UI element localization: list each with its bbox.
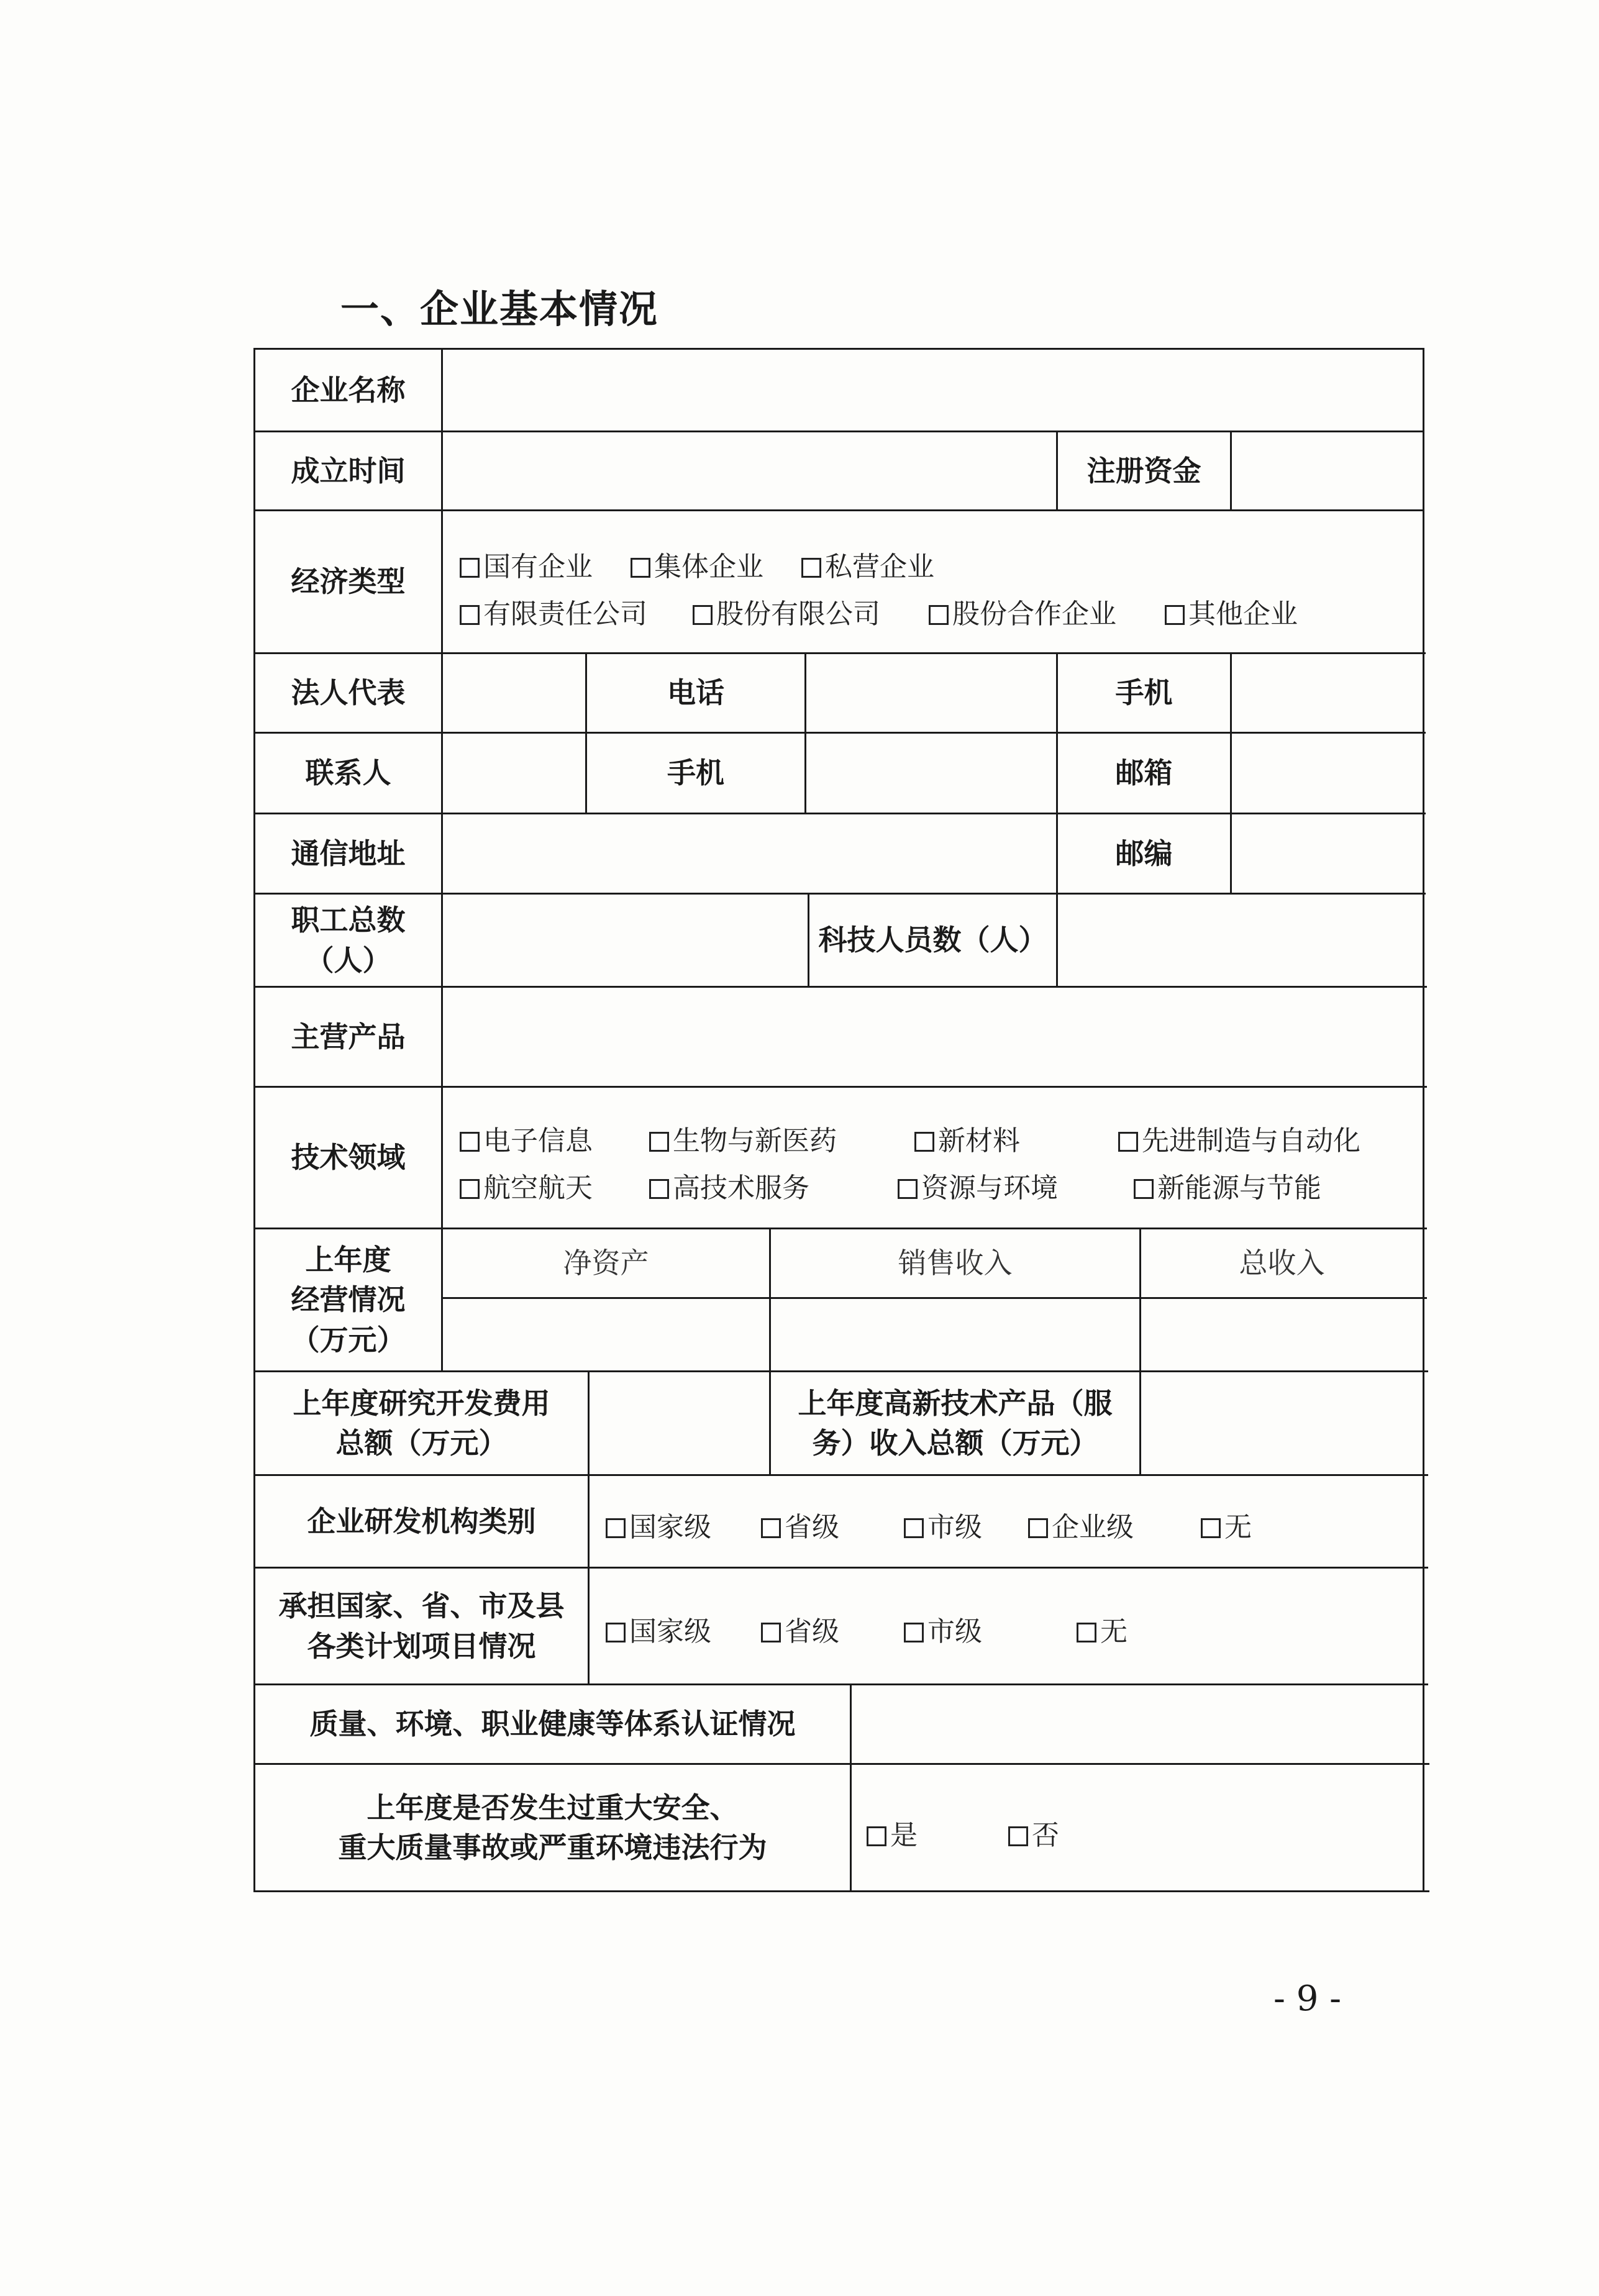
rd-org-option[interactable]: 国家级	[606, 1505, 711, 1544]
label-line: 上年度	[305, 1242, 391, 1277]
label-email: 邮箱	[1115, 756, 1173, 790]
net-assets-field[interactable]	[443, 1299, 769, 1370]
label-sales-income: 销售收入	[898, 1246, 1013, 1280]
tech-staff-field[interactable]	[1058, 895, 1423, 986]
tech-field-option[interactable]: 新材料	[914, 1118, 1020, 1158]
checkbox-icon	[914, 1132, 934, 1152]
postcode-field[interactable]	[1232, 814, 1423, 893]
checkbox-icon	[1008, 1826, 1028, 1846]
checkbox-icon	[460, 558, 480, 578]
rd-org-option[interactable]: 无	[1201, 1505, 1252, 1544]
checkbox-icon	[867, 1826, 886, 1846]
label-phone: 电话	[667, 676, 724, 710]
company-name-field[interactable]	[443, 350, 1423, 430]
checkbox-icon	[761, 1518, 781, 1538]
econ-type-option[interactable]: 股份合作企业	[929, 591, 1116, 631]
table-border-right	[1423, 348, 1424, 1892]
projects-option[interactable]: 无	[1077, 1609, 1128, 1649]
column-divider	[588, 1474, 590, 1683]
checkbox-icon	[649, 1132, 669, 1152]
tech-field-option[interactable]: 新能源与节能	[1134, 1165, 1321, 1205]
label-total-income: 总收入	[1239, 1246, 1325, 1280]
checkbox-icon	[1165, 605, 1185, 625]
checkbox-icon	[904, 1518, 924, 1538]
label-registered-capital: 注册资金	[1086, 453, 1201, 488]
label-line: （人）	[305, 943, 391, 977]
label-line: （万元）	[291, 1323, 406, 1357]
label-postcode: 邮编	[1115, 836, 1173, 870]
checkbox-icon	[460, 1132, 480, 1152]
total-income-field[interactable]	[1141, 1299, 1423, 1370]
checkbox-icon	[631, 558, 650, 578]
label-mobile: 手机	[1115, 676, 1173, 710]
label-accident	[255, 1765, 850, 1890]
checkbox-icon	[649, 1179, 669, 1199]
accident-option-no[interactable]: 否	[1008, 1813, 1059, 1852]
label-rd-org: 企业研发机构类别	[307, 1504, 536, 1538]
label-last-year-ops	[255, 1229, 441, 1370]
address-field[interactable]	[443, 814, 1056, 893]
tech-field-option[interactable]: 生物与新医药	[649, 1118, 837, 1158]
label-tech-staff: 科技人员数（人）	[818, 923, 1047, 957]
checkbox-icon	[460, 1179, 480, 1199]
label-legal-rep: 法人代表	[291, 676, 406, 710]
phone-field[interactable]	[806, 654, 1056, 732]
label-contact-mobile: 手机	[667, 756, 724, 790]
label-address: 通信地址	[291, 836, 406, 870]
email-field[interactable]	[1232, 734, 1423, 813]
sales-income-field[interactable]	[771, 1299, 1139, 1370]
econ-type-option[interactable]: 股份有限公司	[693, 591, 880, 631]
label-line: 承担国家、省、市及县	[278, 1589, 565, 1623]
checkbox-icon	[1134, 1179, 1154, 1199]
projects-option[interactable]: 国家级	[606, 1609, 711, 1649]
label-econ-type: 经济类型	[291, 565, 406, 599]
checkbox-icon	[904, 1623, 924, 1642]
contact-field[interactable]	[443, 734, 585, 813]
label-staff-total	[255, 895, 441, 986]
label-certification: 质量、环境、职业健康等体系认证情况	[309, 1707, 796, 1741]
checkbox-icon	[761, 1623, 781, 1642]
page-number: - 9 -	[1273, 1979, 1342, 2019]
rd-org-option[interactable]: 市级	[904, 1505, 982, 1544]
contact-mobile-field[interactable]	[806, 734, 1056, 813]
label-tech-field: 技术领域	[291, 1141, 406, 1175]
label-company-name: 企业名称	[291, 373, 406, 407]
page-title: 一、企业基本情况	[340, 286, 659, 332]
certification-field[interactable]	[852, 1685, 1423, 1763]
label-projects	[255, 1569, 588, 1683]
rd-org-option[interactable]: 省级	[761, 1505, 839, 1544]
checkbox-icon	[1201, 1518, 1221, 1538]
checkbox-icon	[606, 1518, 626, 1538]
label-line: 职工总数	[291, 903, 406, 937]
main-products-field[interactable]	[443, 988, 1423, 1086]
checkbox-icon	[929, 605, 949, 625]
label-line: 各类计划项目情况	[307, 1629, 536, 1663]
checkbox-icon	[898, 1179, 918, 1199]
label-line: 上年度研究开发费用	[293, 1386, 550, 1420]
tech-field-option[interactable]: 资源与环境	[898, 1165, 1058, 1205]
checkbox-icon	[1028, 1518, 1048, 1538]
rd-org-option[interactable]: 企业级	[1028, 1505, 1134, 1544]
accident-option-yes[interactable]: 是	[867, 1813, 918, 1852]
checkbox-icon	[606, 1623, 626, 1642]
checkbox-icon	[1077, 1623, 1096, 1642]
checkbox-icon	[693, 605, 713, 625]
econ-type-option[interactable]: 其他企业	[1165, 591, 1298, 631]
label-founded: 成立时间	[291, 453, 406, 488]
hitech-income-field[interactable]	[1141, 1372, 1423, 1474]
label-contact: 联系人	[305, 756, 391, 790]
rd-cost-field[interactable]	[590, 1372, 769, 1474]
econ-type-option[interactable]: 集体企业	[631, 544, 763, 584]
econ-type-option[interactable]: 私营企业	[801, 544, 934, 584]
projects-option[interactable]: 省级	[761, 1609, 839, 1649]
tech-field-option[interactable]: 先进制造与自动化	[1118, 1118, 1360, 1158]
label-hitech-income	[771, 1372, 1139, 1474]
checkbox-icon	[801, 558, 821, 578]
mobile-field[interactable]	[1232, 654, 1423, 732]
founded-field[interactable]	[443, 432, 1056, 509]
label-line: 上年度高新技术产品（服	[798, 1386, 1113, 1420]
tech-field-option[interactable]: 电子信息	[460, 1118, 593, 1158]
label-line: 总额（万元）	[335, 1426, 508, 1460]
econ-type-option[interactable]: 有限责任公司	[460, 591, 647, 631]
tech-field-option[interactable]: 航空航天	[460, 1165, 593, 1205]
staff-total-field[interactable]	[443, 895, 808, 986]
legal-rep-field[interactable]	[443, 654, 585, 732]
label-rd-cost	[255, 1372, 588, 1474]
table-border-bottom	[253, 1890, 1429, 1892]
checkbox-icon	[460, 605, 480, 625]
label-line: 务）收入总额（万元）	[812, 1426, 1098, 1460]
econ-type-option[interactable]: 国有企业	[460, 544, 593, 584]
checkbox-icon	[1118, 1132, 1138, 1152]
projects-option[interactable]: 市级	[904, 1609, 982, 1649]
label-main-products: 主营产品	[291, 1019, 406, 1054]
tech-field-option[interactable]: 高技术服务	[649, 1165, 809, 1205]
label-line: 上年度是否发生过重大安全、	[367, 1790, 739, 1824]
label-line: 经营情况	[291, 1283, 406, 1317]
registered-capital-field[interactable]	[1232, 432, 1423, 509]
label-line: 重大质量事故或严重环境违法行为	[338, 1831, 767, 1864]
label-net-assets: 净资产	[563, 1246, 649, 1280]
